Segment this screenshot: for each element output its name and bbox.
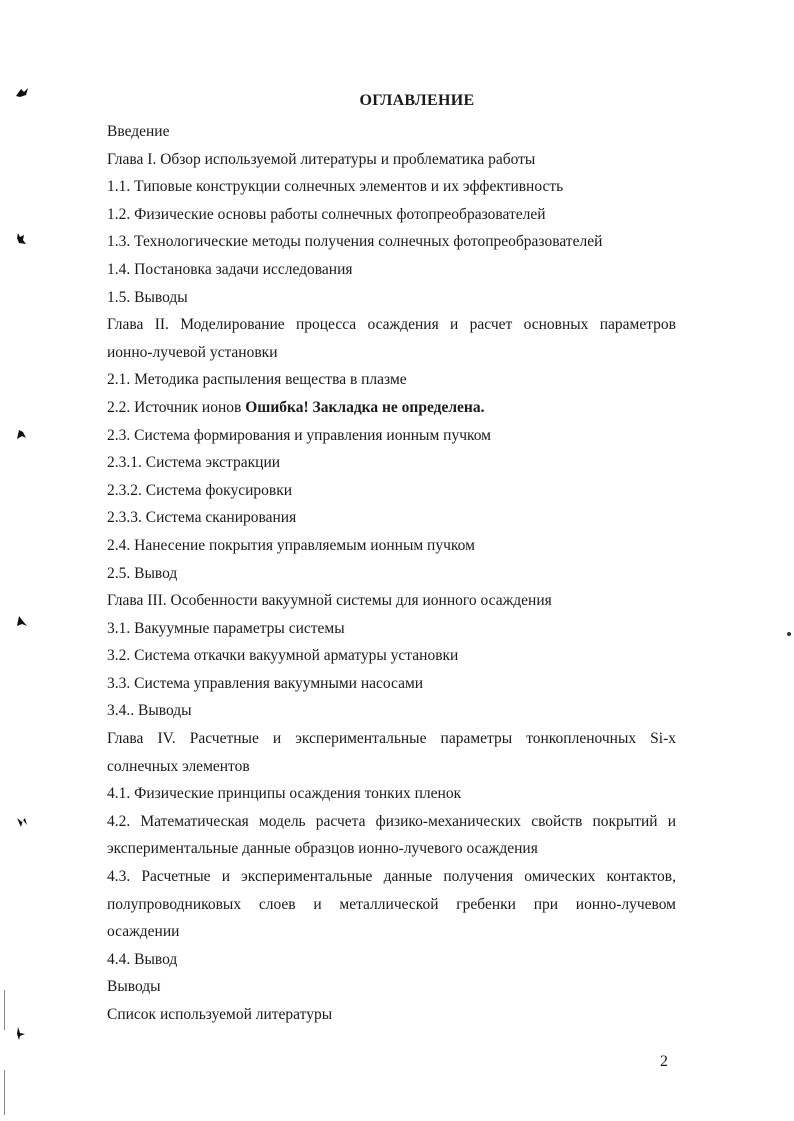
toc-entry-text: осаждении [107,923,180,941]
toc-entry-text: 2.3.2. Система фокусировки [107,481,293,499]
toc-entry [107,808,676,836]
toc-entry-text: 2.2. Источник ионов [107,398,246,416]
toc-entry-text: 3.4.. Выводы [107,702,192,720]
scan-edge-line [4,1070,5,1115]
toc-entry [107,477,676,505]
toc-entry [107,780,676,808]
toc-entry [107,697,676,725]
toc-entry [107,946,676,974]
table-of-contents [107,118,676,1029]
toc-entry-text: 2.4. Нанесение покрытия управляемым ионным пучком [107,536,475,554]
toc-entry-text: 3.3. Система управления вакуумными насосами [107,674,424,692]
toc-entry [107,587,676,615]
toc-entry-text: Список используемой литературы [107,1006,333,1023]
toc-entry [107,753,676,781]
toc-entry [107,422,676,450]
toc-entry [107,642,676,670]
toc-entry-text: 3.2. Система откачки вакуумной арматуры установки [107,647,459,665]
toc-entry-text: 4.3. Расчетные и экспериментальные данные получения омических контактов, [107,868,676,886]
toc-entry-text: полупроводниковых слоев и металлической гребенки при ионно-лучевом [107,895,676,913]
margin-mark-icon [14,815,30,829]
toc-entry [107,532,676,560]
toc-entry [107,256,676,284]
margin-mark-icon [14,232,30,246]
toc-entry [107,725,676,753]
toc-entry-text: ионно-лучевой установки [107,343,278,361]
scan-dot [787,632,791,636]
toc-entry [107,118,676,146]
toc-entry [107,228,676,256]
toc-entry-text: солнечных элементов [107,757,250,775]
toc-entry [107,560,676,588]
toc-entry-text: 2.3. Система формирования и управления ионным пучком [107,426,491,444]
toc-entry-text: Глава I. Обзор используемой литературы и проблематика работы [107,150,536,168]
margin-mark-icon [14,427,30,441]
toc-entry-text: 1.5. Выводы [107,288,188,306]
toc-entry [107,449,676,477]
toc-entry [107,173,676,201]
toc-title: ОГЛАВЛЕНИЕ [359,92,475,109]
toc-entry-text: 4.4. Вывод [107,950,178,968]
toc-entry [107,366,676,394]
toc-entry [107,973,676,1001]
toc-entry-text: 2.5. Вывод [107,564,178,582]
toc-entry-text: 4.1. Физические принципы осаждения тонких пленок [107,785,462,803]
margin-mark-icon [14,614,30,628]
scan-edge-line [4,990,5,1030]
toc-entry [107,146,676,174]
toc-entry [107,201,676,229]
toc-entry [107,615,676,643]
toc-entry-text: 1.2. Физические основы работы солнечных фотопреобразователей [107,205,546,223]
toc-entry-text: 1.3. Технологические методы получения солнечных фотопреобразователей [107,233,603,251]
toc-entry [107,339,676,367]
toc-entry [107,394,676,422]
toc-entry-text: 3.1. Вакуумные параметры системы [107,619,345,637]
toc-entry [107,918,676,946]
toc-entry [107,835,676,863]
toc-entry-text: Выводы [107,978,161,996]
toc-entry [107,863,676,891]
toc-entry [107,891,676,919]
toc-entry [107,284,676,312]
page-number: 2 [660,1053,668,1070]
toc-entry-text: Введение [107,123,170,140]
toc-entry-text: Глава IV. Расчетные и экспериментальные параметры тонкопленочных Si-x [107,730,676,748]
toc-entry [107,311,676,339]
toc-entry-text: 2.3.3. Система сканирования [107,509,297,527]
toc-entry-text: 4.2. Математическая модель расчета физико-механических свойств покрытий и [107,812,676,830]
toc-entry-text: Глава III. Особенности вакуумной системы для ионного осаждения [107,592,552,610]
toc-entry-text: экспериментальные данные образцов ионно-лучевого осаждения [107,840,538,858]
toc-entry-text: 1.1. Типовые конструкции солнечных элементов и их эффективность [107,178,564,196]
toc-entry-text: Глава II. Моделирование процесса осаждения и расчет основных параметров [107,316,676,334]
toc-entry [107,504,676,532]
margin-mark-icon [14,1026,30,1040]
toc-entry-text: 1.4. Постановка задачи исследования [107,260,353,278]
bookmark-error-text: Ошибка! Закладка не определена. [245,398,485,416]
toc-entry-text: 2.1. Методика распыления вещества в плазме [107,371,407,389]
toc-entry [107,1001,676,1029]
toc-entry-text: 2.3.1. Система экстракции [107,454,281,472]
toc-entry [107,670,676,698]
